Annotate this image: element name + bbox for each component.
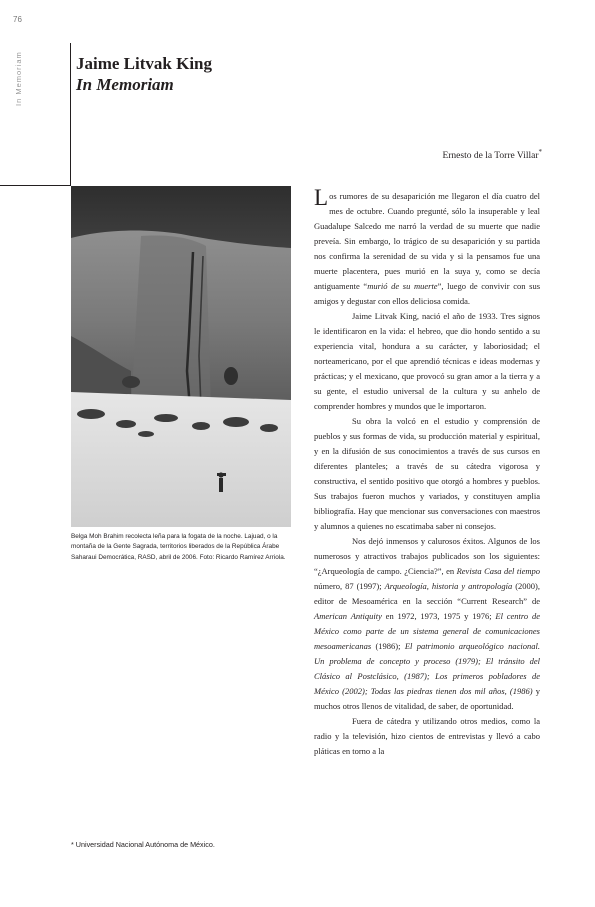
paragraph: Su obra la volcó en el estudio y comprensión de pueblos y sus formas de vida, su producción material y espiritual, y en la difusión de sus conocimientos a través de sus cursos en diferentes planteles; a través de su cátedra vigorosa y constructiva, el sentido positivo que otorgó a hombres y pueblos. Sus trabajos fueron muchos y variados, y constituyen amplia bibliografía. Hay que mencionar sus conversaciones con maestros y alumnos a quienes no escatimaba saber ni consejos. <box>314 416 540 531</box>
paragraph: Nos dejó inmensos y calurosos éxitos. Algunos de los numerosos y atractivos trabajos publicados son los siguientes: “¿Arqueología de campo. ¿Ciencia?”, en Revista Casa del tiempo número, 87 (1997); Arqueología, historia y antropología (2000), editor de Mesoamérica en la sección “Current Research” de American Antiquity en 1972, 1973, 1975 y 1976; El centro de México como parte de un sistema general de comunicaciones mesoamericanas (1986); El patrimonio arqueológico nacional. Un problema de concepto y proceso (1979); El tránsito del Clásico al Postclásico, (1987); Los primeros pobladores de México (2002); Todas las piedras tienen dos mil años, (1986) y muchos otros llenos de vitalidad, de saber, de oportunidad. <box>314 536 541 711</box>
paragraph: Fuera de cátedra y utilizando otros medios, como la radio y la televisión, hizo cientos de entrevistas y llevó a cabo pláticas en torno a la <box>314 716 540 756</box>
author-affiliation-footnote: * Universidad Nacional Autónoma de México. <box>71 840 215 849</box>
photo-caption: Belga Moh Brahim recolecta leña para la fogata de la noche. Lajuad, o la montaña de la Gente Sagrada, territorios liberados de la República Árabe Saharaui Democrática, RASD, abril de 2006. Foto: Ricardo Ramírez Arriola. <box>71 533 286 561</box>
vertical-rule <box>70 43 71 185</box>
section-side-label: In Memoriam <box>14 51 23 106</box>
drop-cap: L <box>314 185 329 210</box>
author-name: Ernesto de la Torre Villar <box>442 151 539 162</box>
article-title: Jaime Litvak King <box>76 54 213 73</box>
photo-desert-rock-icon <box>71 186 291 527</box>
article-body <box>314 185 541 759</box>
author-byline <box>442 148 542 161</box>
paragraph: Los rumores de su desaparición me llegaron el día cuatro del mes de octubre. Cuando pregunté, sólo la insuperable y leal Guadalupe Salcedo me narró la verdad de su muerte que nadie preveía. Sin embargo, lo trágico de su desaparición y su partida nos confirma la serenidad de su vida y si la pensamos fue una muerte placentera, pues murió en la suya y, como se decía antiguamente “murió de su muerte”, luego de convivir con sus amigos y degustar con ellos deliciosa comida. <box>314 185 541 306</box>
horizontal-rule <box>0 185 71 186</box>
page-number: 76 <box>13 15 22 24</box>
author-footnote-mark: * <box>538 148 542 156</box>
article-subtitle: In Memoriam <box>76 75 174 94</box>
paragraph: Jaime Litvak King, nació el año de 1933. Tres signos le identificaron en la vida: el hebreo, que dio hondo sentido a su experiencia vital, hondura a su carácter, y laboriosidad; el norteamericano, por el que aprendió técnicas e ideas modernas y prácticas; y el mexicano, que provocó su gran amor a la tierra y a su gente, el estudio universal de la cultura y su anhelo de comprender hombres y mundos que le importaron. <box>314 311 540 411</box>
